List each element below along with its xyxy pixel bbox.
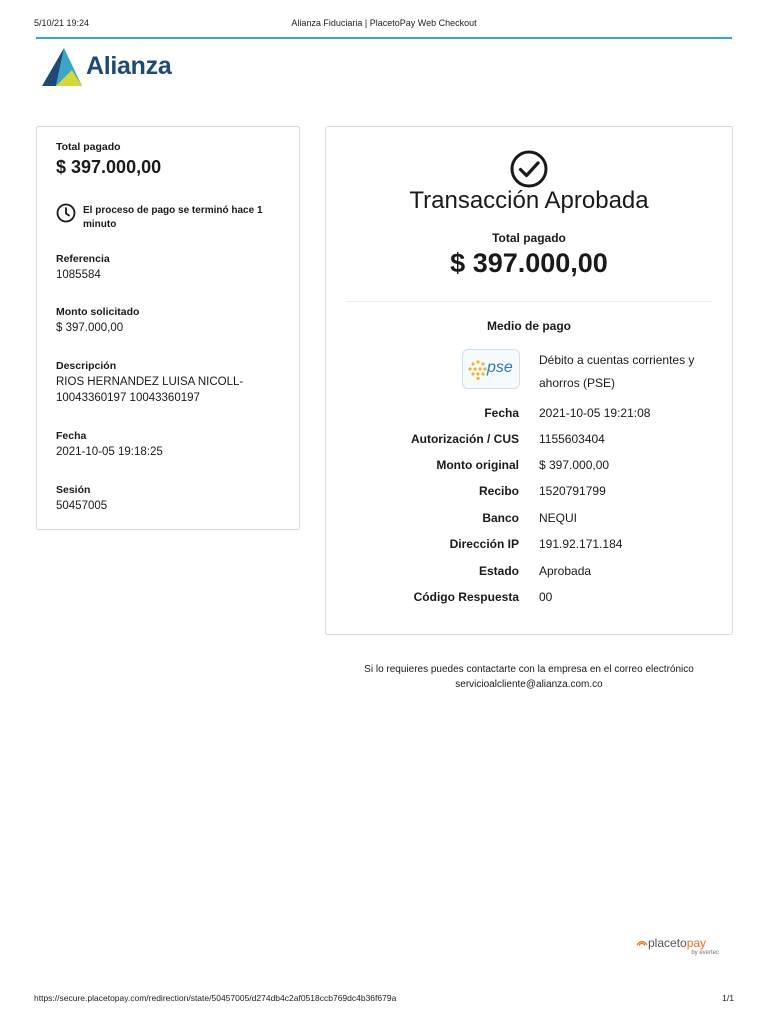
transaction-total-value: $ 397.000,00 xyxy=(450,248,608,278)
session-label: Sesión xyxy=(56,484,91,496)
date-value: 2021-10-05 19:18:25 xyxy=(56,446,163,458)
payment-status-message xyxy=(56,203,285,232)
transaction-title: Transacción Aprobada xyxy=(409,187,649,214)
detail-row-direccion-ip xyxy=(326,537,732,555)
print-page-number: 1/1 xyxy=(722,993,734,1003)
detail-row-estado xyxy=(326,564,732,582)
alianza-triangle-logo-icon xyxy=(42,46,84,88)
reference-value: 1085584 xyxy=(56,269,101,281)
reference-label: Referencia xyxy=(56,253,110,265)
detail-value: 1520791799 xyxy=(539,484,606,498)
alianza-logo xyxy=(42,46,182,88)
summary-date xyxy=(56,430,285,460)
detail-label: Banco xyxy=(482,511,519,525)
detail-value: Aprobada xyxy=(539,564,592,578)
detail-row-banco xyxy=(326,511,732,529)
summary-session xyxy=(56,484,285,514)
payment-method-description: Débito a cuentas corrientes y ahorros (PSE) xyxy=(539,353,695,390)
transaction-divider xyxy=(346,301,712,302)
detail-value: 2021-10-05 19:21:08 xyxy=(539,406,651,420)
print-header xyxy=(34,18,734,32)
summary-total xyxy=(56,141,285,178)
transaction-total-label: Total pagado xyxy=(492,231,566,245)
detail-label: Código Respuesta xyxy=(413,590,519,604)
placetopay-logo xyxy=(636,936,726,960)
detail-row-fecha xyxy=(326,406,732,424)
summary-requested-amount xyxy=(56,306,285,336)
contact-text: Si lo requieres puedes contactarte con la empresa en el correo electrónico xyxy=(364,664,694,675)
clock-icon xyxy=(56,203,76,223)
detail-value: 191.92.171.184 xyxy=(539,537,623,551)
summary-reference xyxy=(56,253,285,283)
detail-value: 1155603404 xyxy=(539,432,605,446)
detail-label: Recibo xyxy=(478,484,519,498)
detail-row-codigo-respuesta xyxy=(326,590,732,608)
pse-dots-icon xyxy=(467,359,489,381)
date-label: Fecha xyxy=(56,430,87,442)
print-url: https://secure.placetopay.com/redirection/state/50457005/d274db4c2af0518ccb769dc4b36f679a xyxy=(34,993,397,1003)
detail-label: Fecha xyxy=(484,406,519,420)
print-footer xyxy=(34,993,734,1005)
top-divider xyxy=(36,37,732,39)
status-message-text: El proceso de pago se terminó hace 1 minuto xyxy=(83,205,263,230)
placetopay-logo-suffix: pay xyxy=(686,936,707,950)
detail-label: Autorización / CUS xyxy=(410,432,519,446)
detail-label: Monto original xyxy=(436,458,519,472)
contact-info xyxy=(325,662,733,692)
pse-logo-text: pse xyxy=(487,359,513,376)
requested-amount-label: Monto solicitado xyxy=(56,306,140,318)
pse-logo xyxy=(462,349,520,389)
requested-amount-value: $ 397.000,00 xyxy=(56,322,124,334)
contact-email-link[interactable]: servicioalcliente@alianza.com.co xyxy=(455,679,603,690)
detail-row-autorizacion xyxy=(326,432,732,450)
placetopay-logo-prefix: placeto xyxy=(648,936,687,950)
detail-row-monto-original xyxy=(326,458,732,476)
check-circle-icon xyxy=(509,149,549,189)
placetopay-wave-icon xyxy=(636,937,648,947)
summary-description xyxy=(56,360,285,406)
payment-method-label: Medio de pago xyxy=(487,319,571,333)
print-document-title: Alianza Fiduciaria | PlacetoPay Web Checkout xyxy=(291,18,477,28)
alianza-logo-text: Alianza xyxy=(86,52,172,80)
description-value: RIOS HERNANDEZ LUISA NICOLL-10043360197 10043360197 xyxy=(56,376,244,404)
payment-summary-card xyxy=(36,126,300,530)
detail-label: Estado xyxy=(478,564,519,578)
description-label: Descripción xyxy=(56,360,117,372)
summary-total-value: $ 397.000,00 xyxy=(56,157,162,177)
evertec-tagline: by evertec xyxy=(691,950,719,956)
detail-label: Dirección IP xyxy=(449,537,519,551)
session-value: 50457005 xyxy=(56,500,108,512)
print-datetime: 5/10/21 19:24 xyxy=(34,18,90,28)
placetopay-logo-text xyxy=(648,936,706,950)
detail-value: NEQUI xyxy=(539,511,578,525)
summary-total-label: Total pagado xyxy=(56,141,121,153)
transaction-result-card xyxy=(325,126,733,635)
detail-value: 00 xyxy=(539,590,553,604)
detail-row-recibo xyxy=(326,484,732,502)
detail-value: $ 397.000,00 xyxy=(539,458,610,472)
